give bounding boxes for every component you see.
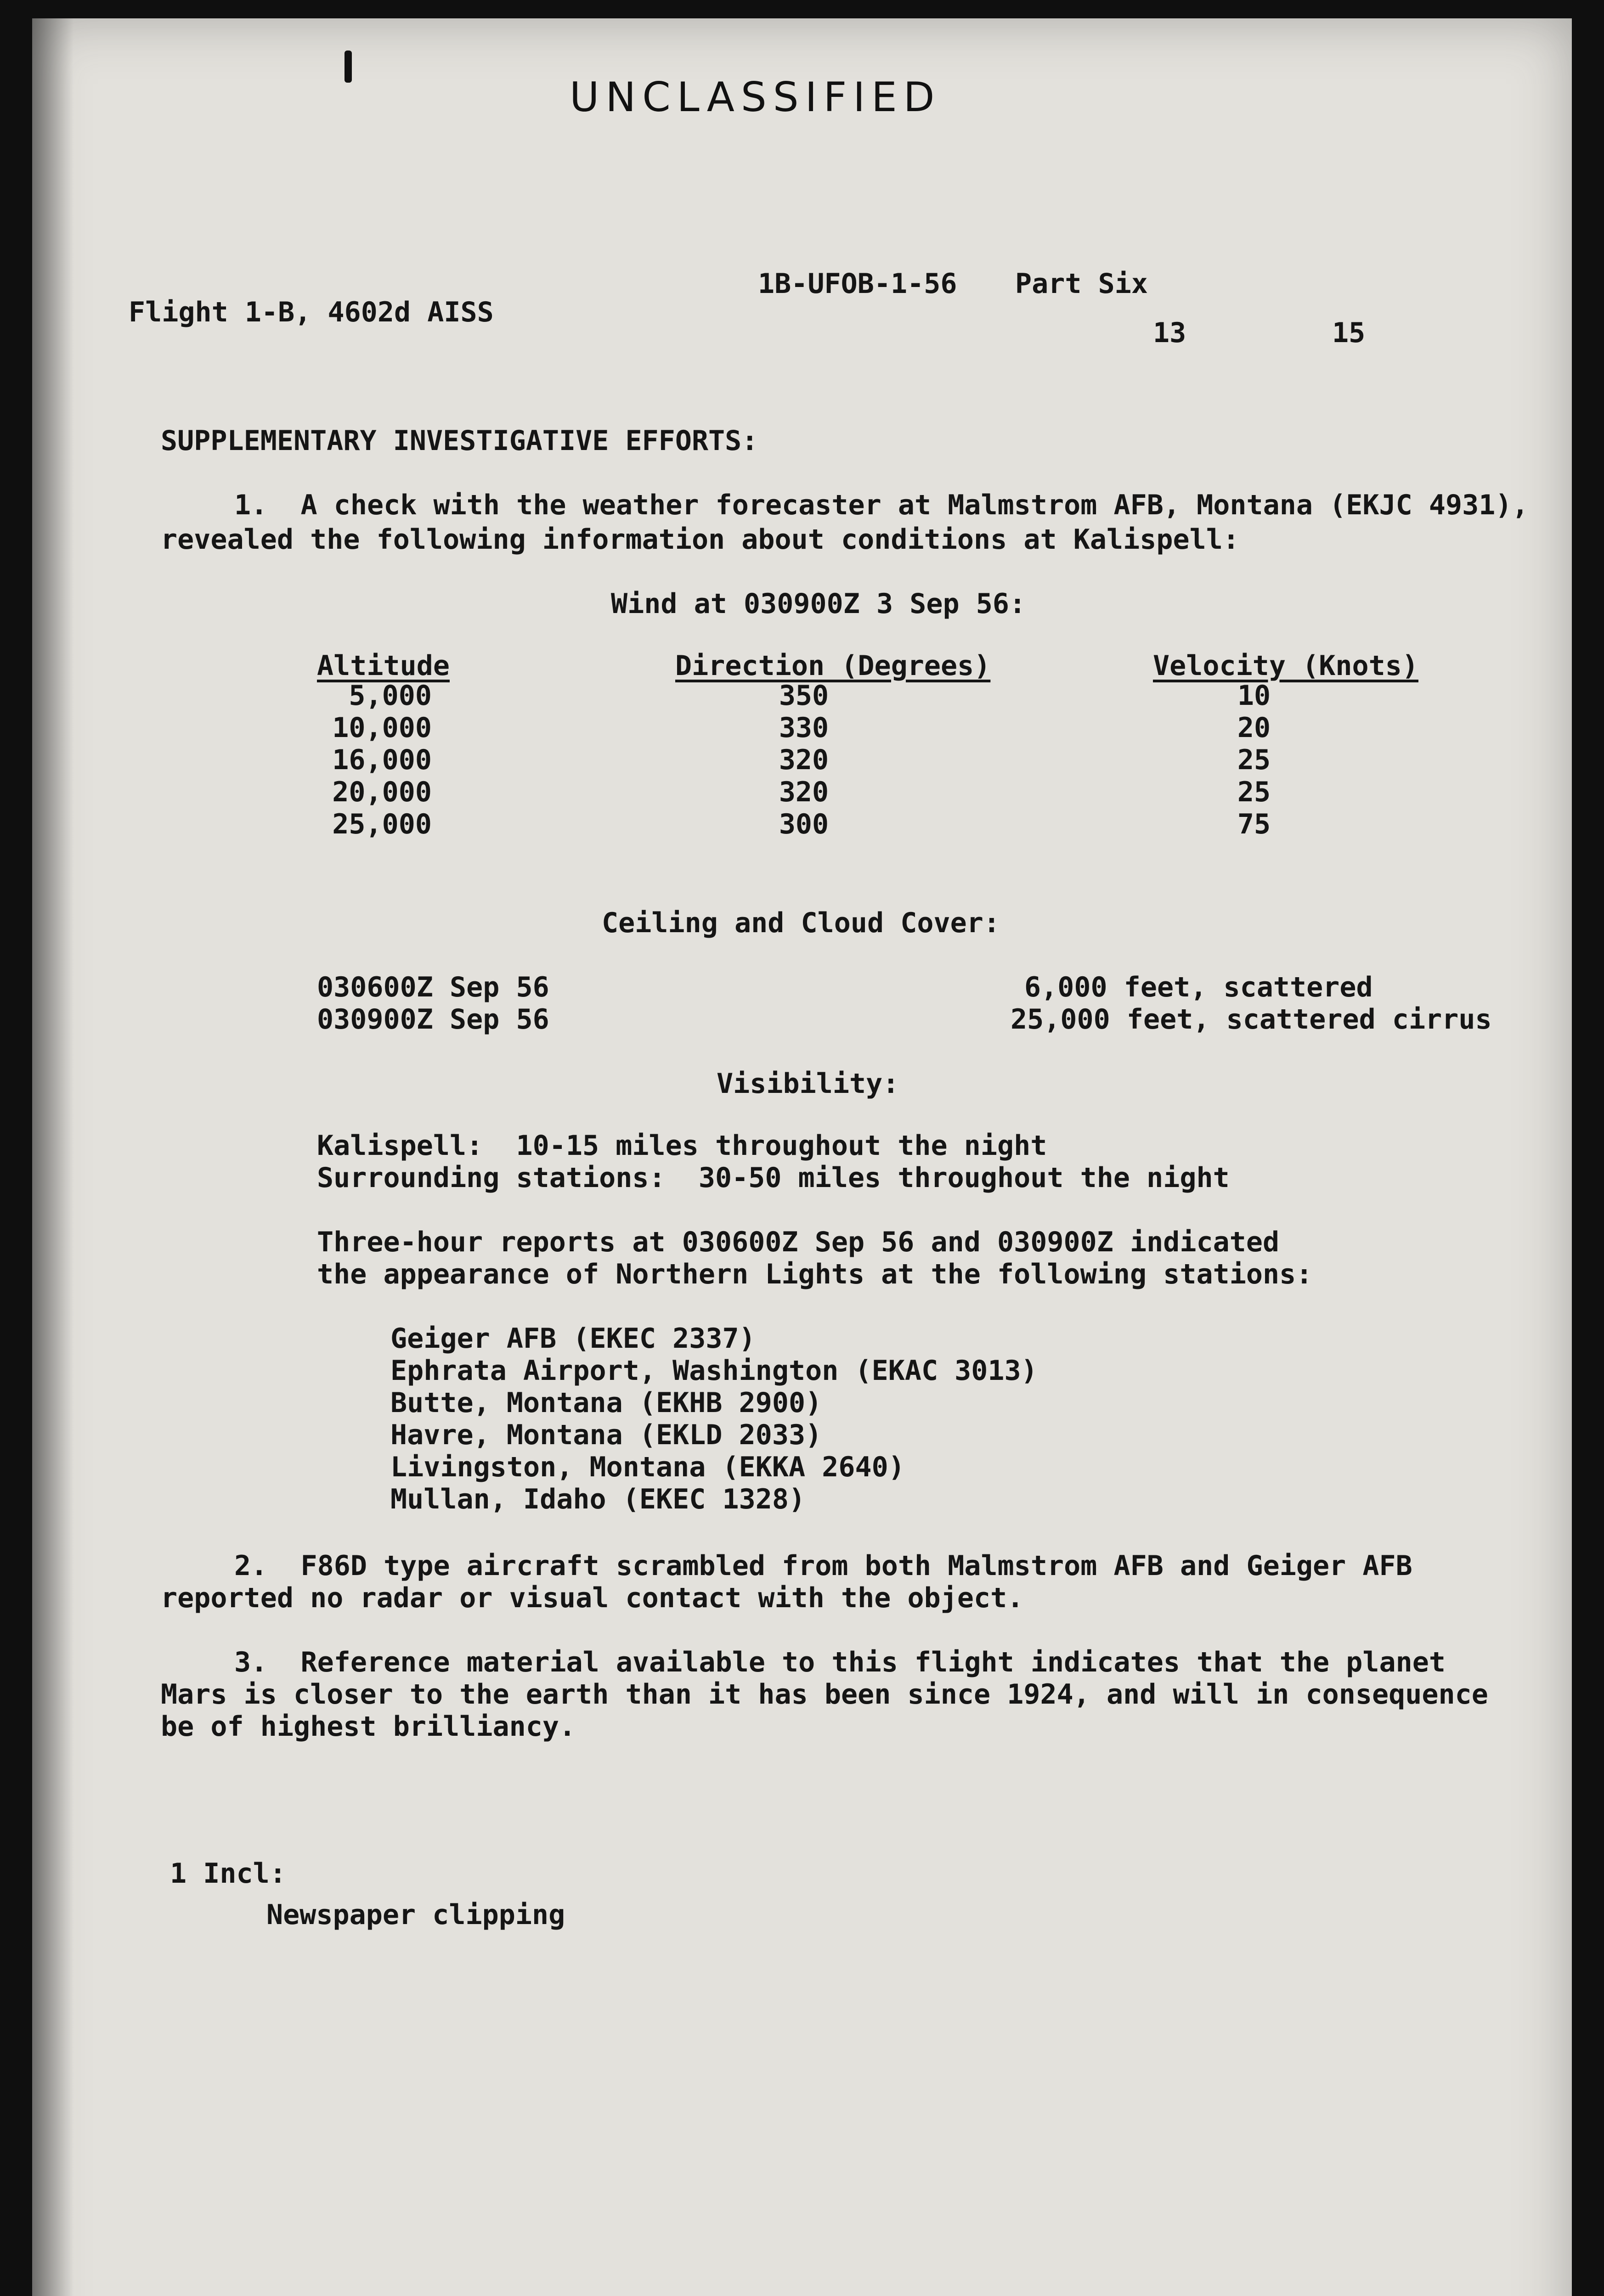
table-row-direction: 320 bbox=[779, 776, 829, 808]
ceiling-time-1: 030600Z Sep 56 bbox=[317, 971, 549, 1003]
inclosure-label: 1 Incl: bbox=[170, 1857, 286, 1890]
file-number: 1B-UFOB-1-56 bbox=[758, 268, 957, 300]
table-row-altitude: 10,000 bbox=[332, 712, 432, 744]
para2-line2: reported no radar or visual contact with the object. bbox=[161, 1582, 1024, 1614]
ceiling-title: Ceiling and Cloud Cover: bbox=[602, 907, 1000, 939]
visibility-surrounding: Surrounding stations: 30-50 miles throughout the night bbox=[317, 1162, 1230, 1194]
page-number-a: 13 bbox=[1153, 317, 1186, 349]
ceiling-value-2: 25,000 feet, scattered cirrus bbox=[1011, 1003, 1492, 1035]
para3-line1: 3. Reference material available to this flight indicates that the planet bbox=[234, 1646, 1446, 1678]
document-page bbox=[32, 18, 1572, 2296]
classification-top: UNCLASSIFIED bbox=[570, 73, 941, 121]
table-row-direction: 350 bbox=[779, 680, 829, 712]
visibility-kalispell: Kalispell: 10-15 miles throughout the night bbox=[317, 1130, 1047, 1162]
table-row-velocity: 25 bbox=[1237, 776, 1271, 808]
ceiling-value-1: 6,000 feet, scattered bbox=[1024, 971, 1373, 1003]
list-item: Livingston, Montana (EKKA 2640) bbox=[390, 1451, 905, 1483]
table-row-altitude: 25,000 bbox=[332, 808, 432, 840]
table-row-direction: 320 bbox=[779, 744, 829, 776]
section-title: SUPPLEMENTARY INVESTIGATIVE EFFORTS: bbox=[161, 425, 758, 457]
list-item: Butte, Montana (EKHB 2900) bbox=[390, 1387, 822, 1419]
para3-line2: Mars is closer to the earth than it has been since 1924, and will in consequence bbox=[161, 1678, 1488, 1711]
table-row-altitude: 20,000 bbox=[332, 776, 432, 808]
table-row-velocity: 20 bbox=[1237, 712, 1271, 744]
ceiling-time-2: 030900Z Sep 56 bbox=[317, 1003, 549, 1035]
list-item: Mullan, Idaho (EKEC 1328) bbox=[390, 1483, 806, 1515]
unit-designation: Flight 1-B, 4602d AISS bbox=[129, 296, 494, 328]
para1-line2: revealed the following information about conditions at Kalispell: bbox=[161, 523, 1239, 556]
wind-header-altitude: Altitude bbox=[317, 650, 450, 682]
table-row-velocity: 10 bbox=[1237, 680, 1271, 712]
list-item: Havre, Montana (EKLD 2033) bbox=[390, 1419, 822, 1451]
table-row-direction: 330 bbox=[779, 712, 829, 744]
table-row-altitude: 16,000 bbox=[332, 744, 432, 776]
para1-line1: 1. A check with the weather forecaster at Malmstrom AFB, Montana (EKJC 4931), bbox=[234, 489, 1529, 521]
table-row-direction: 300 bbox=[779, 808, 829, 840]
wind-title: Wind at 030900Z 3 Sep 56: bbox=[611, 588, 1026, 620]
punch-mark bbox=[345, 51, 352, 83]
para3-line3: be of highest brilliancy. bbox=[161, 1711, 576, 1743]
table-row-velocity: 75 bbox=[1237, 808, 1271, 840]
part-label: Part Six bbox=[1015, 268, 1148, 300]
list-item: Ephrata Airport, Washington (EKAC 3013) bbox=[390, 1355, 1038, 1387]
wind-header-velocity: Velocity (Knots) bbox=[1153, 650, 1418, 682]
table-row-velocity: 25 bbox=[1237, 744, 1271, 776]
list-item: Geiger AFB (EKEC 2337) bbox=[390, 1322, 756, 1355]
wind-header-direction: Direction (Degrees) bbox=[675, 650, 991, 682]
three-hour-line1: Three-hour reports at 030600Z Sep 56 and 030900Z indicated bbox=[317, 1226, 1280, 1258]
visibility-title: Visibility: bbox=[717, 1068, 899, 1100]
inclosure-item: Newspaper clipping bbox=[266, 1899, 565, 1931]
page-number-b: 15 bbox=[1332, 317, 1366, 349]
table-row-altitude: 5,000 bbox=[349, 680, 432, 712]
para2-line1: 2. F86D type aircraft scrambled from both Malmstrom AFB and Geiger AFB bbox=[234, 1550, 1412, 1582]
three-hour-line2: the appearance of Northern Lights at the following stations: bbox=[317, 1258, 1313, 1290]
